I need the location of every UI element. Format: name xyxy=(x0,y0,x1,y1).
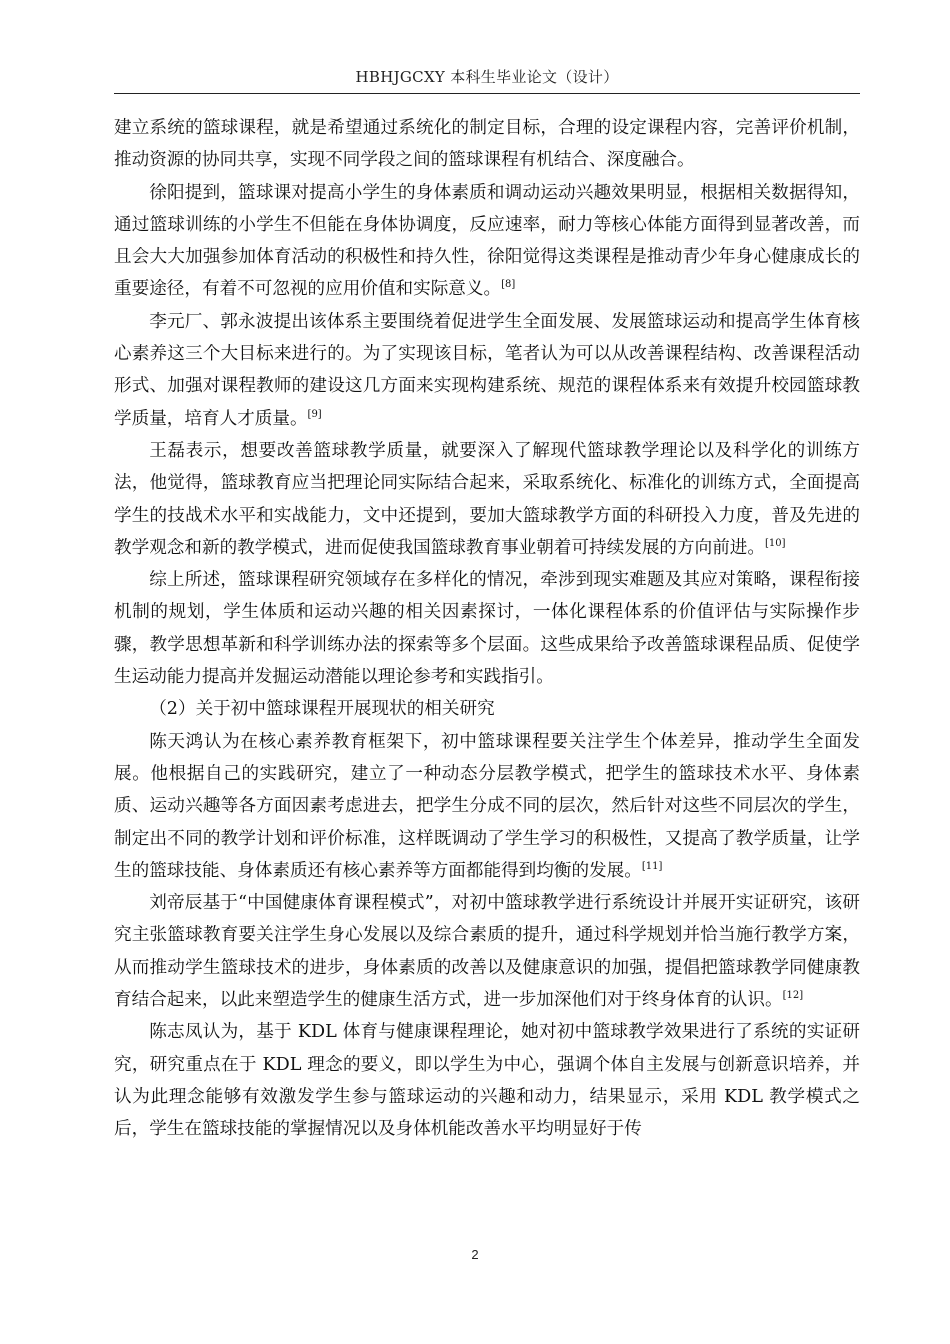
paragraph-4: 王磊表示，想要改善篮球教学质量，就要深入了解现代篮球教学理论以及科学化的训练方法，他觉得，篮球教育应当把理论同实际结合起来，采取系统化、标准化的训练方式，全面提高学生的技战术水平和实战能力，文中还提到，要加大篮球教学方面的科研投入力度，普及先进的教学观念和新的教学模式，进而促使我国篮球教育事业朝着可持续发展的方向前进。[10] xyxy=(114,440,860,558)
paragraph-1: 建立系统的篮球课程，就是希望通过系统化的制定目标，合理的设定课程内容，完善评价机制，推动资源的协同共享，实现不同学段之间的篮球课程有机结合、深度融合。 xyxy=(114,118,860,171)
paragraph-5: 综上所述，篮球课程研究领域存在多样化的情况，牵涉到现实难题及其应对策略，课程衔接机制的规划，学生体质和运动兴趣的相关因素探讨，一体化课程体系的价值评估与实际操作步骤，教学思想革新和科学训练办法的探索等多个层面。这些成果给予改善篮球课程品质、促使学生运动能力提高并发掘运动潜能以理论参考和实践指引。 xyxy=(114,570,860,688)
paragraph-6: 陈天鸿认为在核心素养教育框架下，初中篮球课程要关注学生个体差异，推动学生全面发展。他根据自己的实践研究，建立了一种动态分层教学模式，把学生的篮球技术水平、身体素质、运动兴趣等各方面因素考虑进去，把学生分成不同的层次，然后针对这些不同层次的学生，制定出不同的教学计划和评价标准，这样既调动了学生学习的积极性，又提高了教学质量，让学生的篮球技能、身体素质还有核心素养等方面都能得到均衡的发展。[11] xyxy=(114,731,860,881)
paragraph-2: 徐阳提到，篮球课对提高小学生的身体素质和调动运动兴趣效果明显，根据相关数据得知，通过篮球训练的小学生不但能在身体协调度，反应速率，耐力等核心体能方面得到显著改善，而且会大大加强参加体育活动的积极性和持久性，徐阳觉得这类课程是推动青少年身心健康成长的重要途径，有着不可忽视的应用价值和实际意义。[8] xyxy=(114,182,860,300)
page-number: 2 xyxy=(471,1247,479,1262)
running-header: HBHJGCXY 本科生毕业论文（设计） xyxy=(114,66,860,94)
paragraph-7: 刘帝辰基于“中国健康体育课程模式”，对初中篮球教学进行系统设计并展开实证研究，该研究主张篮球教育要关注学生身心发展以及综合素质的提升，通过科学规划并恰当施行教学方案，从而推动学生篮球技术的进步，身体素质的改善以及健康意识的加强，提倡把篮球教学同健康教育结合起来，以此来塑造学生的健康生活方式，进一步加深他们对于终身体育的认识。[12] xyxy=(114,893,860,1011)
citation-ref: [10] xyxy=(764,538,786,549)
paragraph-8: 陈志凤认为，基于 KDL 体育与健康课程理论，她对初中篮球教学效果进行了系统的实证研究，研究重点在于 KDL 理念的要义，即以学生为中心，强调个体自主发展与创新意识培养，并认为此理念能够有效激发学生参与篮球运动的兴趣和动力，结果显示，采用 KDL 教学模式之后，学生在篮球技能的掌握情况以及身体机能改善水平均明显好于传 xyxy=(114,1022,860,1140)
citation-ref: [8] xyxy=(501,279,516,291)
citation-ref: [9] xyxy=(307,408,322,420)
body-text xyxy=(114,112,860,1146)
citation-ref: [12] xyxy=(782,990,804,1002)
paragraph-3: 李元厂、郭永波提出该体系主要围绕着促进学生全面发展、发展篮球运动和提高学生体育核心素养这三个大目标来进行的。为了实现该目标，笔者认为可以从改善课程结构、改善课程活动形式、加强对课程教师的建设这几方面来实现构建系统、规范的课程体系来有效提升校园篮球教学质量，培育人才质量。[9] xyxy=(114,311,860,429)
section-heading: （2）关于初中篮球课程开展现状的相关研究 xyxy=(149,699,495,720)
citation-ref: [11] xyxy=(641,860,663,872)
